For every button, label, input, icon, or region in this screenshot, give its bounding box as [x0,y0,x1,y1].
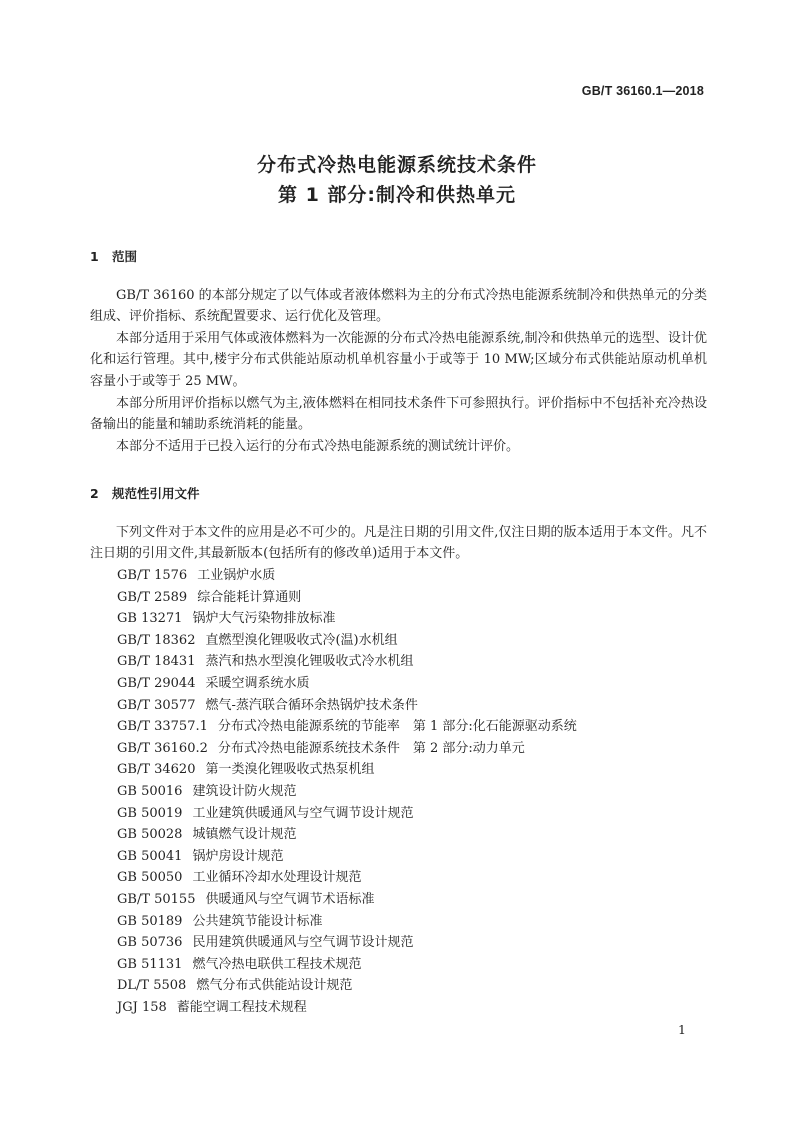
reference-item [117,673,577,695]
reference-code: GB/T 1576 [117,568,188,583]
reference-code: GB 50189 [117,913,183,929]
standard-code: GB/T 36160.1—2018 [581,84,704,98]
section-title: 规范性引用文件 [112,486,200,501]
reference-code: GB/T 18431 [117,654,196,670]
reference-title: 建筑设计防火规范 [192,783,297,799]
reference-code: GB 50019 [117,805,183,821]
reference-code: DL/T 5508 [117,978,187,994]
reference-item [117,565,577,587]
reference-item [117,608,577,630]
reference-title: 工业锅炉水质 [197,568,276,583]
reference-item [117,889,577,911]
reference-title: 公共建筑节能设计标准 [192,913,323,929]
reference-title: 分布式冷热电能源系统技术条件 第 2 部分:动力单元 [217,740,525,756]
reference-code: GB/T 36160.2 [117,740,208,756]
reference-item [117,954,577,976]
reference-item [117,587,577,609]
paragraph: 本部分适用于采用气体或液体燃料为一次能源的分布式冷热电能源系统,制冷和供热单元的选型、设计优化和运行管理。其中,楼宇分布式供能站原动机单机容量小于或等于 10 MW;区域分布式供能站原动机单机容量小于或等于 25 MW。 [90,331,707,389]
reference-code: GB 50050 [117,870,183,886]
section-heading-normative-references [90,484,200,502]
reference-item [117,803,577,825]
page-number: 1 [678,1022,686,1037]
reference-item [117,716,577,738]
paragraph: 本部分不适用于已投入运行的分布式冷热电能源系统的测试统计评价。 [116,439,520,454]
reference-item [117,997,577,1019]
reference-title: 分布式冷热电能源系统的节能率 第 1 部分:化石能源驱动系统 [217,719,577,735]
reference-title: 供暖通风与空气调节术语标准 [205,891,375,907]
reference-title: 燃气冷热电联供工程技术规范 [192,956,362,972]
reference-item [117,738,577,760]
paragraph: GB/T 36160 的本部分规定了以气体或者液体燃料为主的分布式冷热电能源系统制冷和供热单元的分类组成、评价指标、系统配置要求、运行优化及管理。 [90,288,707,325]
reference-item [117,975,577,997]
reference-title: 蓄能空调工程技术规程 [176,999,307,1015]
section-number: 1 [90,249,99,264]
reference-title: 燃气分布式供能站设计规范 [196,978,353,994]
reference-item [117,781,577,803]
reference-title: 采暖空调系统水质 [205,675,310,691]
reference-title: 工业循环冷却水处理设计规范 [192,870,362,886]
reference-code: GB 13271 [117,611,183,627]
reference-item [117,846,577,868]
reference-item [117,651,577,673]
section-title: 范围 [112,249,138,264]
reference-code: GB 50041 [117,848,183,864]
reference-title: 工业建筑供暖通风与空气调节设计规范 [192,805,414,821]
section-number: 2 [90,486,99,501]
reference-title: 城镇燃气设计规范 [192,827,297,843]
reference-item [117,695,577,717]
reference-code: GB 50736 [117,935,183,951]
reference-item [117,911,577,933]
reference-item [117,932,577,954]
document-subtitle: 第 1 部分:制冷和供热单元 [277,184,517,206]
paragraph: 下列文件对于本文件的应用是必不可少的。凡是注日期的引用文件,仅注日期的版本适用于本文件。凡不注日期的引用文件,其最新版本(包括所有的修改单)适用于本文件。 [90,525,707,562]
reference-title: 第一类溴化锂吸收式热泵机组 [205,762,375,778]
reference-list [117,565,577,1018]
reference-code: GB/T 29044 [117,675,196,691]
reference-title: 燃气-蒸汽联合循环余热锅炉技术条件 [205,697,418,713]
reference-code: JGJ 158 [117,999,167,1015]
reference-title: 直燃型溴化锂吸收式冷(温)水机组 [205,632,398,648]
reference-title: 锅炉房设计规范 [192,848,284,864]
reference-code: GB/T 18362 [117,632,196,648]
reference-code: GB/T 30577 [117,697,196,713]
reference-code: GB/T 50155 [117,891,196,907]
reference-item [117,630,577,652]
reference-title: 蒸汽和热水型溴化锂吸收式冷水机组 [205,654,414,670]
reference-code: GB 50028 [117,827,183,843]
document-title: 分布式冷热电能源系统技术条件 [256,154,537,176]
reference-title: 综合能耗计算通则 [197,589,302,605]
reference-title: 锅炉大气污染物排放标准 [192,611,336,627]
reference-item [117,759,577,781]
reference-item [117,867,577,889]
reference-code: GB/T 34620 [117,762,196,778]
reference-code: GB/T 2589 [117,589,188,605]
reference-item [117,824,577,846]
reference-code: GB/T 33757.1 [117,719,208,735]
reference-code: GB 51131 [117,956,183,972]
paragraph: 本部分所用评价指标以燃气为主,液体燃料在相同技术条件下可参照执行。评价指标中不包括补充冷热设备输出的能量和辅助系统消耗的能量。 [90,396,707,433]
reference-title: 民用建筑供暖通风与空气调节设计规范 [192,935,414,951]
section-heading-scope [90,247,137,265]
reference-code: GB 50016 [117,783,183,799]
